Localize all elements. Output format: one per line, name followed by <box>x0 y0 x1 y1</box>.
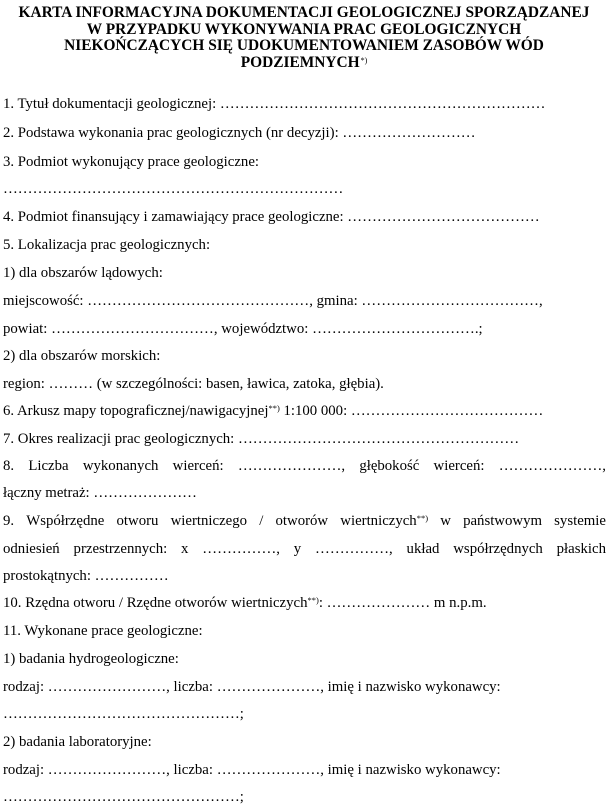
field-9-word: ……………, <box>202 541 280 557</box>
field-9-word: przestrzennych: <box>73 541 168 557</box>
field-2-basis: 2. Podstawa wykonania prac geologicznych (nr decyzji): ……………………… <box>3 125 476 141</box>
field-5-1-land: 1) dla obszarów lądowych: <box>3 265 163 281</box>
field-9-word: ……………, <box>315 541 393 557</box>
field-9-footnote-mark: **) <box>416 513 429 523</box>
field-8-word: …………………, <box>498 458 606 474</box>
field-8-word: …………………, <box>237 458 346 474</box>
field-8-word: wierceń: <box>172 458 224 474</box>
document-title <box>0 5 608 71</box>
field-9-word: systemie <box>554 513 606 529</box>
field-9-word: płaskich <box>556 541 606 557</box>
field-11-1-contractor: …………………………………………; <box>3 706 244 722</box>
field-9-coordinates <box>3 512 606 530</box>
field-7-period: 7. Okres realizacji prac geologicznych: ………………………………………………… <box>3 431 520 447</box>
field-9-word: / <box>259 513 264 529</box>
field-10-footnote-mark: **) <box>307 595 319 605</box>
title-line-1: KARTA INFORMACYJNA DOKUMENTACJI GEOLOGICZNEJ SPORZĄDZANEJ <box>18 4 590 21</box>
title-line-3: NIEKOŃCZĄCYCH SIĘ UDOKUMENTOWANIEM ZASOBÓW WÓD <box>64 37 544 55</box>
field-8-word: wierceń: <box>433 458 485 474</box>
title-footnote-mark: *) <box>360 55 368 65</box>
field-6-map-sheet <box>3 402 543 420</box>
field-3-contractor-value: …………………………………………………………… <box>3 181 344 197</box>
field-9-word: państwowym <box>463 513 542 529</box>
field-10-value: : ………………… m n.p.m. <box>318 595 487 611</box>
field-11-1-details: rodzaj: ……………………, liczba: …………………, imię i nazwisko wykonawcy: <box>3 679 501 695</box>
field-5-2-sea: 2) dla obszarów morskich: <box>3 348 161 364</box>
field-9-word: układ <box>406 541 440 557</box>
field-9-word-text: wiertniczych <box>340 513 417 529</box>
field-4-funder: 4. Podmiot finansujący i zamawiający prace geologiczne: ………………………………… <box>3 209 540 225</box>
field-6-footnote-mark: **) <box>268 403 280 413</box>
field-10-elevation <box>3 594 487 612</box>
title-line-4-text: PODZIEMNYCH <box>240 53 360 71</box>
field-9-word: otworów <box>275 513 329 529</box>
field-8-word: głębokość <box>359 458 420 474</box>
field-9-word: wiertniczego <box>170 513 248 529</box>
field-5-location: 5. Lokalizacja prac geologicznych: <box>3 237 211 253</box>
field-1-title: 1. Tytuł dokumentacji geologicznej: ………………………………………………………… <box>3 96 546 112</box>
field-11-2-contractor: …………………………………………; <box>3 789 244 805</box>
field-9-word <box>340 512 428 530</box>
field-9-word: x <box>181 541 189 557</box>
field-9-word: 9. <box>3 513 15 529</box>
field-10-text: 10. Rzędna otworu / Rzędne otworów wiertniczych <box>3 595 308 611</box>
field-8-drillings <box>3 457 606 475</box>
field-9-rectangular: prostokątnych: …………… <box>3 568 169 584</box>
field-11-2-details: rodzaj: ……………………, liczba: …………………, imię i nazwisko wykonawcy: <box>3 762 501 778</box>
field-9-coordinates-line-2 <box>3 540 606 558</box>
field-5-2-region: region: ……… (w szczególności: basen, ławica, zatoka, głębia). <box>3 376 384 392</box>
field-9-word: współrzędnych <box>453 541 543 557</box>
title-line-4 <box>0 55 608 72</box>
field-5-1-county-voivodeship: powiat: ……………………………, województwo: …………………………….; <box>3 321 483 337</box>
field-5-1-locality-commune: miejscowość: ………………………………………, gmina: ………………………………, <box>3 293 543 309</box>
field-8-word: wykonanych <box>82 458 159 474</box>
field-9-word: Współrzędne <box>26 513 105 529</box>
field-9-word: otworu <box>116 513 159 529</box>
field-8-word: 8. <box>3 458 15 474</box>
field-6-text: 6. Arkusz mapy topograficznej/nawigacyjnej <box>3 403 269 419</box>
field-11-2-laboratory: 2) badania laboratoryjne: <box>3 734 152 750</box>
field-11-1-hydrogeological: 1) badania hydrogeologiczne: <box>3 651 179 667</box>
field-8-word: Liczba <box>28 458 69 474</box>
field-9-word: y <box>293 541 302 557</box>
field-6-value: 1:100 000: ………………………………… <box>279 403 544 419</box>
field-11-works: 11. Wykonane prace geologiczne: <box>3 623 203 639</box>
field-8-total-length: łączny metraż: ………………… <box>3 485 197 501</box>
field-9-word: w <box>440 513 451 529</box>
field-9-word: odniesień <box>3 541 60 557</box>
field-3-contractor-label: 3. Podmiot wykonujący prace geologiczne: <box>3 154 259 170</box>
title-line-2: W PRZYPADKU WYKONYWANIA PRAC GEOLOGICZNYCH <box>86 20 522 38</box>
